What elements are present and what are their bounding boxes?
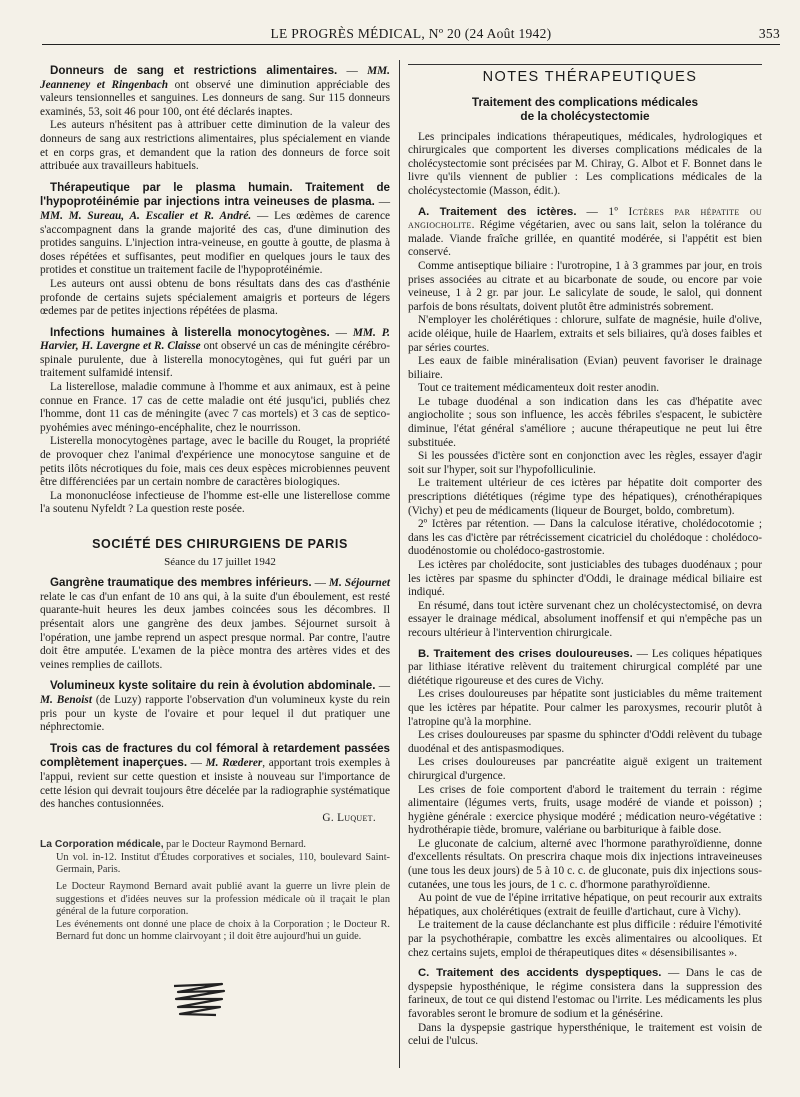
article-authors: MM. Jeanneney et Ringenbach [40, 65, 390, 91]
book-details: Un vol. in-12. Institut d'Études corporatives et sociales, 110, boulevard Saint-Germain, Paris. [56, 851, 390, 876]
society-title: SOCIÉTÉ DES CHIRURGIENS DE PARIS [92, 537, 348, 551]
section-c [408, 967, 762, 1021]
paragraph: Tout ce traitement médicamenteux doit rester anodin. [418, 382, 660, 395]
paragraph: Listerella monocytogènes partage, avec le bacille du Rouget, la propriété de provoquer chez l'animal d'expérience une monocytose sanguine et de petits ilôts nécrotiques du foie, mais ces deux espèces microbiennes peuvent être différenciées par un certain nombre de caractères biologiques. [40, 435, 390, 489]
section-heading: B. Traitement des crises douloureuses. [418, 647, 633, 660]
ornament-icon [170, 980, 230, 1020]
article-heading: Thérapeutique par le plasma humain. Traitement de l'hypoprotéinémie par injections intra veineuses de plasma. [40, 180, 390, 209]
paragraph: 2º Ictères par rétention. — Dans la calculose itérative, cholédocotomie ; dans les cas d'ictère par rétrécissement cicatriciel du cholédoque : cholédoco-duodénostomie ou cholédoco-gastrostomie. [408, 518, 762, 558]
paragraph: Comme antiseptique biliaire : l'urotropine, 1 à 3 grammes par jour, en trois prises associées au citrate et au bicarbonate de soude, ou encore par voie veineuse, 1 à 2 gr. par jour. Le salicylate de soude, le salol, qui donnent parfois de bons résultats, doivent plutôt être administrés sobrement. [408, 259, 762, 313]
section-rule [408, 64, 762, 65]
paragraph: Les crises douloureuses par pancréatite aiguë exigent un traitement chirurgical d'urgence. [408, 756, 762, 782]
section-b [408, 648, 762, 689]
paragraph: Le traitement ultérieur de ces ictères par hépatite doit comporter des prescriptions diététiques (régime type des hépatiques), crénothérapiques (Vichy) et peu de médicaments (liqueur de Bourget, boldo, combretum). [408, 477, 762, 517]
book-paragraph: Les événements ont donné une place de choix à la Corporation ; le Docteur R. Bernard fut donc un homme clairvoyant ; il doit être aujourd'hui un guide. [56, 918, 390, 943]
signature: G. Luquet. [322, 811, 376, 824]
paragraph: Les crises de foie comportent d'abord le traitement du terrain : régime alimentaire (légumes verts, fruits, usage modéré de viande et poisson) ; hygiène générale : exercice physique modéré ; médication neuro-végétative : hydrothérapie tiède, bromure, valériane ou barbiturique à faible dose. [408, 783, 762, 837]
section-a [408, 206, 762, 260]
article-heading: Infections humaines à listerella monocytogènes. [50, 325, 330, 339]
paragraph: Les eaux de faible minéralisation (Evian) peuvent favoriser le drainage biliaire. [408, 355, 762, 381]
left-column [40, 64, 390, 944]
section-heading: C. Traitement des accidents dyspeptiques. [418, 967, 662, 980]
article-listerella: Infections humaines à listerella monocytogènes. — MM. P. Harvier, H. Lavergne et R. Claisse ont observé un cas de méningite cérébro-spinale purulente, due à listerella monocytogènes, qui fut guéri par un traitement sulfamidé intensif. [40, 325, 391, 380]
section-heading: A. Traitement des ictères. [418, 205, 577, 218]
paragraph: Les crises douloureuses par spasme du sphincter d'Oddi relèvent du tubage duodénal et des antispasmodiques. [408, 729, 762, 755]
article-text: apportant trois exemples à l'appui, revient sur cette question et insiste à nouveau sur l'importance de cette lésion qui devrait toujours être décelée par la radiographie systématique des hanches contusionnées. [40, 757, 390, 811]
article-authors: MM. M. Sureau, A. Escalier et R. André. [40, 209, 252, 222]
book-review [40, 839, 390, 944]
subtitle-line: Traitement des complications médicales [471, 94, 699, 109]
right-column [408, 64, 762, 1049]
paragraph: En résumé, dans tout ictère survenant chez un cholécystectomisé, on devra essayer le drainage médical, absolument inoffensif et qui n'empêche pas un recours ultérieur à l'intervention chirurgicale. [408, 599, 762, 639]
book-title: La Corporation médicale, [40, 839, 164, 851]
paragraph: Le gluconate de calcium, alterné avec l'hormone parathyroïdienne, donne d'excellents résultats. On prescrira chaque mois dix injections intraveineuses (une tous les deux jours) de 5 à 10 c. c. de gluconate, puis dix injections sous-cutanées, une tous les jours, de 1 c. c. d'hormone parathyroïdienne. [408, 837, 762, 891]
article-text: ont observé un cas de méningite cérébro-spinale purulente, due à listerella monocytogènes, qui fut guéri par un traitement sulfamidé intensif. [40, 340, 391, 380]
subtitle-line: de la cholécystectomie [520, 108, 650, 123]
section-text: — Dans le cas de dyspepsie hyposthénique, le régime consistera dans la suppression des farineux, de tout ce qui distend l'estomac ou l'irrite. Les médicaments les plus favorables seront le bromure de sodium et la génésérine. [408, 967, 762, 1020]
article-text: ont observé une diminution appréciable des valeurs tensionnelles et sanguines. Les donneurs de sang. Sur 115 donneurs examinés, 53, soit 46 pour 100, ont été déclarés inaptes. [40, 78, 391, 118]
article-authors: M. Benoist [40, 693, 92, 706]
page-header [42, 22, 780, 45]
paragraph: Les auteurs n'hésitent pas à attribuer cette diminution de la valeur des donneurs de sang aux restrictions alimentaires, plus spécialement en viande et en corps gras, et demandent que la ration des donneurs de force soit attribuée aux travailleurs habituels. [40, 119, 390, 173]
notes-subtitle [408, 95, 762, 123]
article-authors: M. Séjournet [328, 577, 390, 590]
article-authors: MM. P. Harvier, H. Lavergne et R. Claisse [40, 326, 390, 353]
article-heading: Donneurs de sang et restrictions alimentaires. [50, 64, 338, 77]
article-heading: Gangrène traumatique des membres inférieurs. [50, 576, 312, 590]
paragraph: Dans la dyspepsie gastrique hypersthénique, le traitement est voisin de celui de l'ulcus. [408, 1021, 762, 1048]
paragraph: La mononucléose infectieuse de l'homme est-elle une listerellose comme l'a soutenu Nyfeldt ? La question reste posée. [40, 489, 390, 516]
paragraph: Au point de vue de l'épine irritative hépatique, on peut recourir aux extraits hépatiques, aux cholérétiques (extrait de feuille d'artichaut, cure à Vichy). [408, 892, 762, 918]
paragraph: La listerellose, maladie commune à l'homme et aux animaux, est à peine connue en France. 17 cas de cette maladie ont été jusqu'ici, publiés chez l'homme, dont 11 cas de méningite (avec 7 cas mortels) et 3 cas de septico-pyohémies avec méningo-encéphalite, chez le nourrisson. [40, 381, 390, 434]
section-text: — Les coliques hépatiques par lithiase itérative relèvent du traitement chirurgical complété par une diététique rigoureuse et des cures de Vichy. [408, 647, 763, 687]
paragraph: Les auteurs ont aussi obtenu de bons résultats dans des cas d'asthénie profonde de certains sujets spécialement amaigris et porteurs de légers œdemes par de petites injections répétées de plasma. [40, 277, 390, 318]
article-fractures: Trois cas de fractures du col fémoral à retardement passées complètement inaperçues. — M. Rœderer, apportant trois exemples à l'appui, revient sur cette question et insiste à nouveau sur l'importance de cette lésion qui devrait toujours être décelée par la radiographie systématique des hanches contusionnées. [40, 741, 390, 811]
paragraph: Les principales indications thérapeutiques, médicales, hydrologiques et chirurgicales que comportent les diverses complications médicales de la cholécystectomie sont précisées par M. Chiray, G. Albot et F. Bonnet dans le livre qu'ils viennent de publier : Les complications médicales de la cholécystectomie (Masson, édit.). [408, 130, 762, 197]
journal-title: LE PROGRÈS MÉDICAL, Nº 20 (24 Août 1942) [270, 26, 552, 41]
article-kyste: Volumineux kyste solitaire du rein à évolution abdominale. — M. Benoist (de Luzy) rapporte l'observation d'un volumineux kyste du rein pris pour un kyste de l'ovaire et pour lequel il dut pratiquer une néphrectomie. [40, 679, 390, 734]
article-text: Les œdèmes de carence s'accompagnent dans la grande majorité des cas, d'une diminution des protides sanguins. L'injection intra-veineuse, en goutte à goutte, de plasma à doses répétées et suffisantes, peut modifier en quelques jours le taux des protides et constitue un traitement facile de l'hypoprotéinémie. [40, 209, 390, 277]
paragraph: Les crises douloureuses par hépatite sont justiciables du même traitement que les ictères par hépatite. Pour calmer les paroxysmes, recourir plutôt à l'atropine qu'à la morphine. [408, 688, 762, 728]
notes-title: NOTES THÉRAPEUTIQUES [482, 69, 698, 85]
article-donneurs: Donneurs de sang et restrictions alimentaires. — MM. Jeanneney et Ringenbach ont observé une diminution appréciable des valeurs tensionnelles et sanguines. Les donneurs de sang. Sur 115 donneurs examinés, 53, soit 46 pour 100, ont été déclarés inaptes. [40, 64, 391, 118]
society-date: Séance du 17 juillet 1942 [164, 555, 276, 568]
article-heading: Volumineux kyste solitaire du rein à évolution abdominale. [50, 679, 376, 693]
page-number: 353 [758, 26, 780, 41]
article-text: relate le cas d'un enfant de 10 ans qui, à la suite d'un éboulement, est resté quarante-huit heures les deux jambes coincées sous les décombres. Il présentait alors une gangrène des deux jambes. Séjournet sursoit à l'opération, une jambe reprend un aspect presque normal. Par contre, l'autre doit être amputée. L'examen de la pièce montra des artères vides et des veines remplies de caillots. [40, 590, 390, 671]
article-plasma: Thérapeutique par le plasma humain. Traitement de l'hypoprotéinémie par injections intra veineuses de plasma. — MM. M. Sureau, A. Escalier et R. André. — Les œdèmes de carence s'accompagnent dans la grande majorité des cas, d'une diminution des protides sanguins. L'injection intra-veineuse, en goutte à goutte, de plasma à doses répétées et suffisantes, peut modifier en quelques jours le taux des protides et constitue un traitement facile de l'hypoprotéinémie. [40, 180, 390, 277]
section-text: Régime végétarien, avec ou sans lait, selon la tolérance du malade. Viande fraîche grillée, en quantité modérée, si l'appétit est bien conservé. [408, 219, 762, 259]
article-text: (de Luzy) rapporte l'observation d'un volumineux kyste du rein pris pour un kyste de l'ovaire et pour lequel il dut pratiquer une néphrectomie. [40, 693, 390, 734]
article-gangrene: Gangrène traumatique des membres inférieurs. — M. Séjournet relate le cas d'un enfant de 10 ans qui, à la suite d'un éboulement, est resté quarante-huit heures les deux jambes coincées sous les décombres. Il présentait alors une gangrène des deux jambes. Séjournet sursoit à l'opération, une jambe reprend un aspect presque normal. Par contre, l'autre doit être amputée. L'examen de la pièce montra des artères vides et des veines remplies de caillots. [40, 576, 390, 671]
paragraph: Le traitement de la cause déclanchante est plus difficile : réduire l'émotivité par la psychothérapie, combattre les excès alimentaires ou alcooliques. Et chez certains sujets, emploi de thérapeutiques dites « désensibilisantes ». [408, 919, 762, 959]
column-divider [399, 60, 400, 1068]
paragraph: N'employer les cholérétiques : chlorure, sulfate de magnésie, huile d'olive, acide oléique, huile de Haarlem, extraits et sels biliaires, qu'à doses faibles et par séries courtes. [408, 314, 762, 354]
article-authors: M. Rœderer [205, 757, 263, 770]
section-subheading: — 1º Ictères par hépatite ou angiocholite. [408, 205, 762, 232]
paragraph: Le tubage duodénal a son indication dans les cas d'hépatite avec angiocholite ; sous son influence, les accès fébriles s'espacent, le subictère diminue, l'état général s'améliore ; aucune thérapeutique ne peut lui être substituée. [408, 395, 762, 449]
book-paragraph: Le Docteur Raymond Bernard avait publié avant la guerre un livre plein de suggestions et d'idées neuves sur la profession médicale où il traçait le plan général de la future corporation. [56, 881, 390, 918]
book-citation [40, 839, 390, 852]
article-heading: Trois cas de fractures du col fémoral à retardement passées complètement inaperçues. [40, 741, 390, 770]
book-author: par le Docteur Raymond Bernard. [166, 839, 306, 851]
paragraph: Les ictères par cholédocite, sont justiciables des tubages duodénaux ; pour les ictères par spasme du sphincter d'Oddi, le drainage médical biliaire est indiqué. [408, 559, 762, 599]
paragraph: Si les poussées d'ictère sont en conjonction avec les règles, essayer d'agir soit sur l'hyper, soit sur l'hypofolliculinie. [408, 450, 762, 476]
